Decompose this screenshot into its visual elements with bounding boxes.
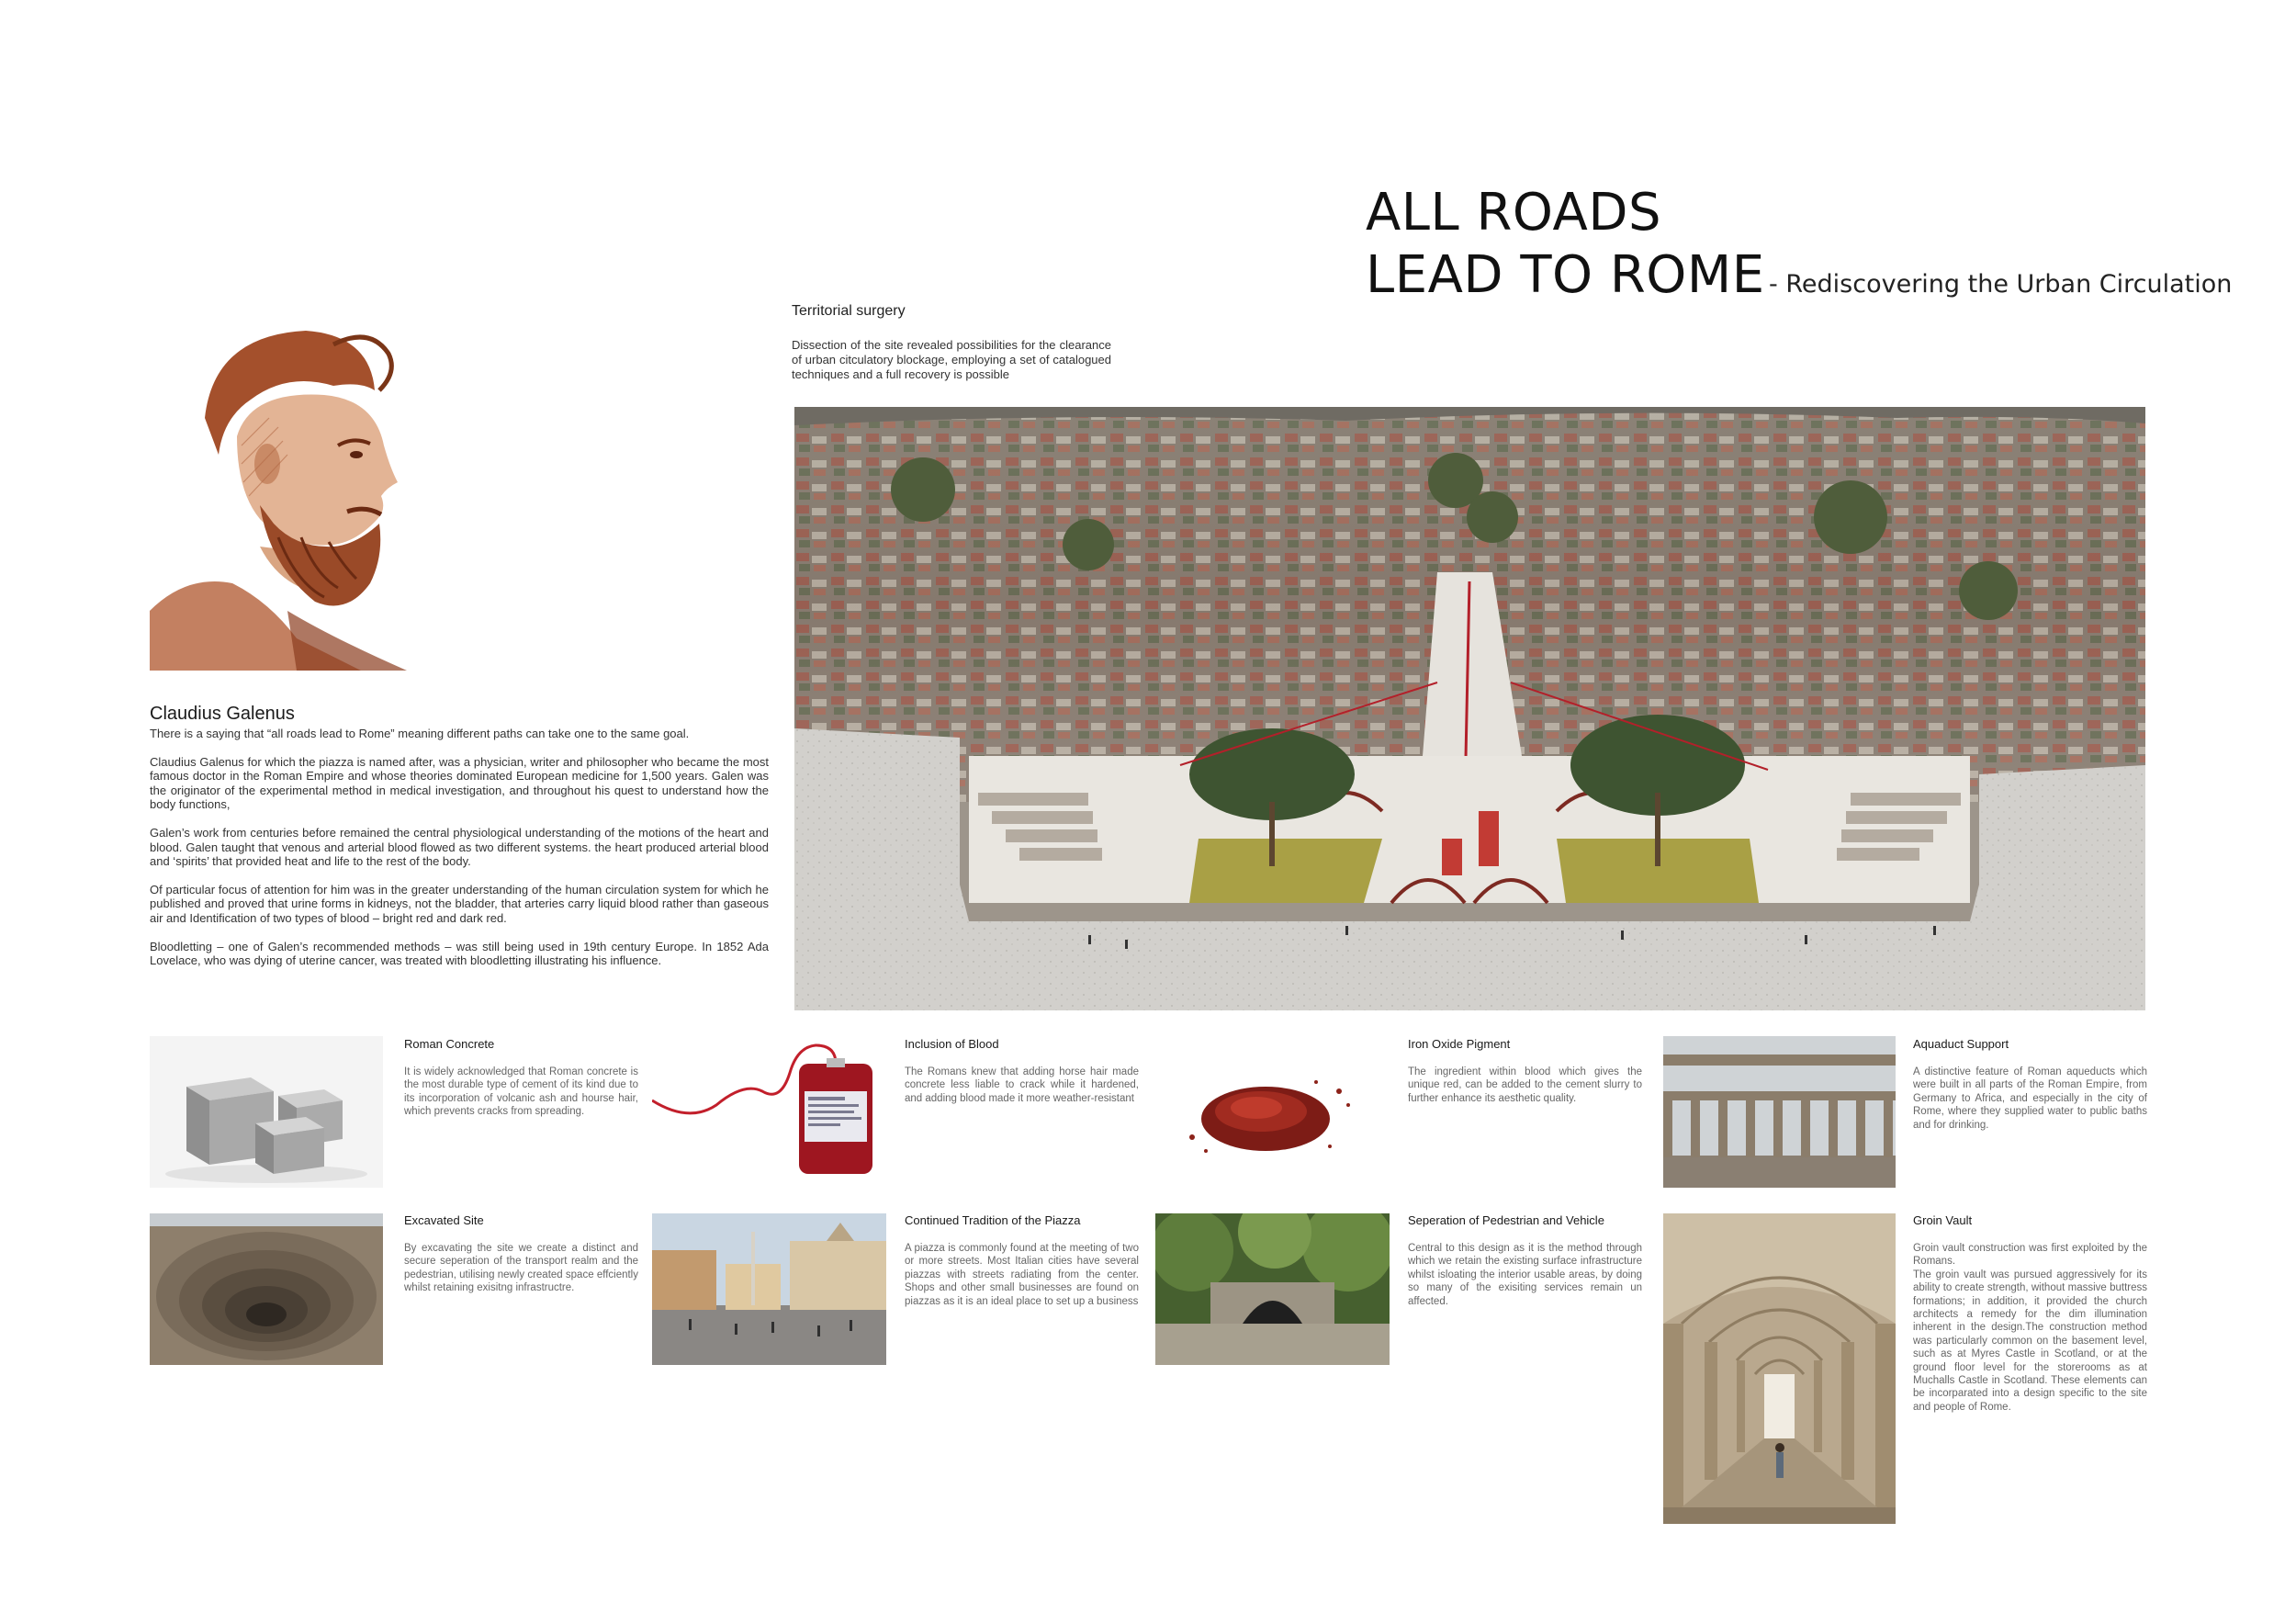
tile-description: A distinctive feature of Roman aqueducts which were built in all parts of the Roman Empire, from Germany to Africa, and especially in the city of Rome, where they supplied water to public baths and for drinking. <box>1913 1066 2147 1131</box>
tile-iron-oxide-pigment <box>1408 1037 1642 1105</box>
title-line-2: LEAD TO ROME <box>1366 245 1765 305</box>
intro-block <box>792 303 1111 382</box>
tile-title: Groin Vault <box>1913 1213 1973 1227</box>
groin-vault-image <box>1663 1213 1896 1524</box>
poster-title <box>1366 182 2232 307</box>
tile-excavated-site <box>404 1213 638 1295</box>
section-illustration <box>794 407 2145 1010</box>
pigment-image <box>1155 1036 1390 1188</box>
tile-title: Excavated Site <box>404 1213 484 1227</box>
concrete-cubes-illustration <box>150 1036 383 1188</box>
galenus-paragraph: There is a saying that “all roads lead to Rome” meaning different paths can take one to the same goal. <box>150 727 690 740</box>
title-subtitle: - Rediscovering the Urban Circulation <box>1769 270 2233 299</box>
tile-description: By excavating the site we create a distinct and secure seperation of the transport realm and the pedestrian, utilising newly created space effciently whilst retaining exisitng infrastructre. <box>404 1243 638 1294</box>
piazza-illustration <box>652 1213 886 1365</box>
tile-roman-concrete <box>404 1037 638 1119</box>
roman-concrete-image <box>150 1036 383 1188</box>
tile-aquaduct-support <box>1913 1037 2147 1132</box>
intro-text: Dissection of the site revealed possibilities for the clearance of urban citculatory blockage, employing a set of catalogued techniques and a full recovery is possible <box>792 338 1111 381</box>
pigment-pile-illustration <box>1155 1036 1390 1188</box>
galenus-paragraph: Claudius Galenus for which the piazza is named after, was a physician, writer and philosopher who became the most famous doctor in the Roman Empire and whose theories dominated European medicine for 1,500 years. Galen was the originator of the experimental method in medical investigation, and throughout his quest to understand how the body functions, <box>150 754 769 812</box>
tile-description: Groin vault construction was first exploited by the Romans. The groin vault was pursued aggressively for its ability to create strength, without massive buttress formations; in addition, it provided the church architects a remedy for the dim illumination inherent in the design.The construction method was particularly common on the basement level, such as at Myres Castle in Scotland, or at the ground floor level for the storerooms as at Muchalls Castle in Scotland. These elements can be incorparated into a design specific to the site and people of Rome. <box>1913 1243 2147 1413</box>
underpass-illustration <box>1155 1213 1390 1365</box>
tile-title: Continued Tradition of the Piazza <box>905 1213 1081 1227</box>
excavated-site-image <box>150 1213 383 1365</box>
tile-description: Central to this design as it is the method through which we retain the existing surface infrastructure whilst isloating the interior usable areas, by doing so many of the exisiting services remain un affected. <box>1408 1243 1642 1307</box>
galenus-paragraph: Galen’s work from centuries before remained the central physiological understanding of the motions of the heart and blood. Galen taught that venous and arterial blood flowed as two different systems. the heart produced arterial blood and ‘spirits’ that provided heat and life to the rest of the body. <box>150 825 769 869</box>
tile-tradition-of-piazza <box>905 1213 1139 1308</box>
portrait-illustration <box>150 308 496 671</box>
galenus-paragraph: Bloodletting – one of Galen’s recommended methods – was still being used in 19th century Europe. In 1852 Ada Lovelace, who was dying of uterine cancer, was treated with bloodletting illustrating his influence. <box>150 939 769 968</box>
galenus-portrait <box>150 308 496 671</box>
tile-title: Aquaduct Support <box>1913 1037 2009 1051</box>
intro-heading: Territorial surgery <box>792 303 906 319</box>
blood-bag-illustration <box>652 1036 891 1188</box>
galenus-text-block <box>150 704 769 982</box>
piazza-image <box>652 1213 886 1365</box>
tile-title: Seperation of Pedestrian and Vehicle <box>1408 1213 1604 1227</box>
rome-section-render <box>794 407 2145 1010</box>
tile-description: A piazza is commonly found at the meeting of two or more streets. Most Italian cities have several piazzas with streets radiating from the center. Shops and other small businesses are found on piazzas as it is an ideal place to set up a business <box>905 1243 1139 1307</box>
tile-description: The Romans knew that adding horse hair made concrete less liable to crack while it hardened, and adding blood made it more weather-resistant <box>905 1066 1139 1104</box>
galenus-paragraph: Of particular focus of attention for him was in the greater understanding of the human circulation system for which he published and proved that urine forms in kidneys, not the bladder, that arteries carry liquid blood rather than gaseous air and Identification of two types of blood – bright red and dark red. <box>150 882 769 925</box>
tile-title: Inclusion of Blood <box>905 1037 999 1051</box>
tile-description: The ingredient within blood which gives the unique red, can be added to the cement slurry to further enhance its aesthetic quality. <box>1408 1066 1642 1104</box>
title-line-1: ALL ROADS <box>1366 183 1661 242</box>
open-pit-illustration <box>150 1213 383 1365</box>
tile-groin-vault <box>1913 1213 2147 1414</box>
groin-vault-illustration <box>1663 1213 1896 1524</box>
aqueduct-image <box>1663 1036 1896 1188</box>
tile-inclusion-of-blood <box>905 1037 1139 1105</box>
blood-bag-image <box>652 1036 891 1188</box>
galenus-name: Claudius Galenus <box>150 704 295 724</box>
tile-separation-pedestrian-vehicle <box>1408 1213 1642 1308</box>
aqueduct-illustration <box>1663 1036 1896 1188</box>
tile-title: Roman Concrete <box>404 1037 495 1051</box>
underpass-image <box>1155 1213 1390 1365</box>
tile-title: Iron Oxide Pigment <box>1408 1037 1511 1051</box>
tile-description: It is widely acknowledged that Roman concrete is the most durable type of cement of its kind due to its incorporation of volcanic ash and hourse hair, which prevents cracks from spreading. <box>404 1066 638 1118</box>
